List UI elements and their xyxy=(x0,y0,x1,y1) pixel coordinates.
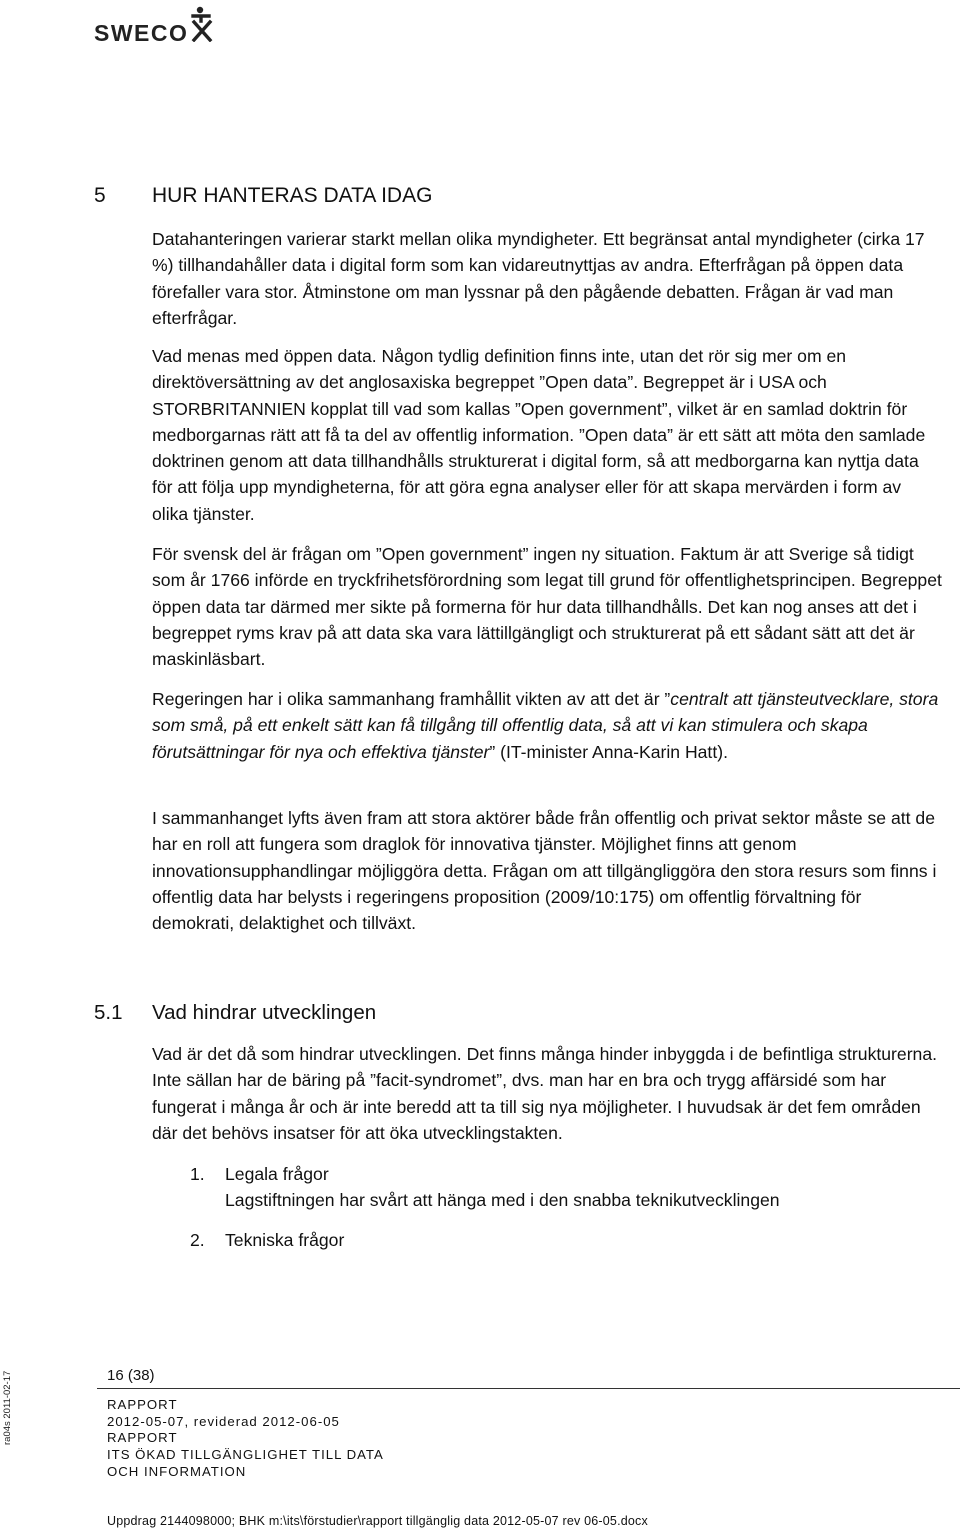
list-item-description: Lagstiftningen har svårt att hänga med i den snabba teknikutvecklingen xyxy=(225,1190,780,1211)
paragraph-text: För svensk del är frågan om ”Open government” ingen ny situation. Faktum är att Sverige så tidigt som år 1766 införde en tryckfrihetsförordning som legat till grund för offentlighetsprincipen. Begreppet öppen data tar därmed mer sikte på formerna för hur data tillhandhålls. Det kan nog anses att det i begreppet ryms krav på att data ska vara lättillgängligt och strukturerat på ett sådant sätt att det är maskinläsbart. xyxy=(152,544,942,670)
footer-title-line-2: OCH INFORMATION xyxy=(107,1463,247,1479)
paragraph-obstacles xyxy=(152,1041,942,1146)
paragraph-text: Datahanteringen varierar starkt mellan olika myndigheter. Ett begränsat antal myndigheter (cirka 17 %) tillhandahåller data i digital form som kan vidareutnyttjas av andra. Efterfrågan på öppen data förefaller vara stor. Åtminstone om man lyssnar på den pågående debatten. Frågan är vad man efterfrågar. xyxy=(152,229,925,328)
paragraph-intro xyxy=(152,226,942,331)
footer-divider xyxy=(97,1388,960,1389)
section-title: HUR HANTERAS DATA IDAG xyxy=(152,184,433,207)
template-code-vertical: ra04s 2011-02-17 xyxy=(2,1370,13,1445)
footer-doc-type-2: RAPPORT xyxy=(107,1430,178,1446)
quote-attribution: ” (IT-minister Anna-Karin Hatt). xyxy=(489,741,728,762)
section-number: 5 xyxy=(94,184,106,207)
list-item-title: Tekniska frågor xyxy=(225,1229,345,1250)
subsection-number: 5.1 xyxy=(94,1001,123,1024)
paragraph-text: Vad är det då som hindrar utvecklingen. Det finns många hinder inbyggda i de befintliga strukturerna. Inte sällan har de bäring på ”facit-syndromet”, dvs. man har en bra och trygg affärsidé som har fungerat i många år och är inte beredd att ta till sig nya möjligheter. I huvudsak är det fem områden där det behövs insatser för att öka utvecklingstakten. xyxy=(152,1044,938,1143)
list-item-title: Legala frågor xyxy=(225,1164,329,1184)
paragraph-open-data-definition xyxy=(152,343,942,527)
paragraph-innovation xyxy=(152,805,942,936)
quote-lead: Regeringen har i olika sammanhang framhållit vikten av att det är ” xyxy=(152,689,671,709)
paragraph-government-quote xyxy=(152,686,942,765)
list-item-number: 1. xyxy=(190,1164,205,1184)
footer-title-line-1: ITS ÖKAD TILLGÄNGLIGHET TILL DATA xyxy=(107,1447,384,1463)
paragraph-text: Vad menas med öppen data. Någon tydlig definition finns inte, utan det rör sig mer om en direktöversättning av det anglosaxiska begreppet ”Open data”. Begreppet är i USA och STORBRITANNIEN kopplat till vad som kallas ”Open government”, vilket är en samlad doktrin för medborgarnas rätt att få ta del av offentlig information. ”Open data” är ett sätt att möta den samlade doktrinen genom att data tillhandhålls strukturerat i digital form, så att medborgarna kan nyttja data för att följa upp myndigheterna, för att göra egna analyser eller för att skapa mervärden i form av olika tjänster. xyxy=(152,346,926,524)
logo-wordmark: SWECO xyxy=(94,20,189,46)
logo-symbol-icon xyxy=(190,6,214,42)
list-item-number: 2. xyxy=(190,1229,205,1250)
footer-doc-type: RAPPORT xyxy=(107,1397,178,1412)
list-item xyxy=(190,1227,780,1253)
numbered-list xyxy=(190,1161,780,1253)
footer-document-path: Uppdrag 2144098000; BHK m:\its\förstudier\rapport tillgänglig data 2012-05-07 rev 06-05.docx xyxy=(107,1514,648,1528)
list-item xyxy=(190,1161,780,1214)
page-number: 16 (38) xyxy=(107,1367,155,1384)
subsection-title: Vad hindrar utvecklingen xyxy=(152,1001,377,1024)
paragraph-swedish-context xyxy=(152,541,942,672)
paragraph-text: I sammanhanget lyfts även fram att stora aktörer både från offentlig och privat sektor måste se att de har en roll att fungera som draglok för innovativa tjänster. Möjlighet finns att genom innovationsupphandlingar möjliggöra detta. Frågan om att tillgängliggöra den stora resurs som finns i offentlig data har belysts i regeringens proposition (2009/10:175) om offentlig förvaltning för demokrati, delaktighet och tillväxt. xyxy=(152,808,937,934)
quote-text: centralt att tjänsteutvecklare, stora som små, på ett enkelt sätt kan få tillgång till offentlig data, så att vi kan stimulera och skapa förutsättningar för nya och effektiva tjänster xyxy=(152,689,939,762)
footer-date: 2012-05-07, reviderad 2012-06-05 xyxy=(107,1413,340,1429)
footer-meta xyxy=(107,1397,384,1481)
